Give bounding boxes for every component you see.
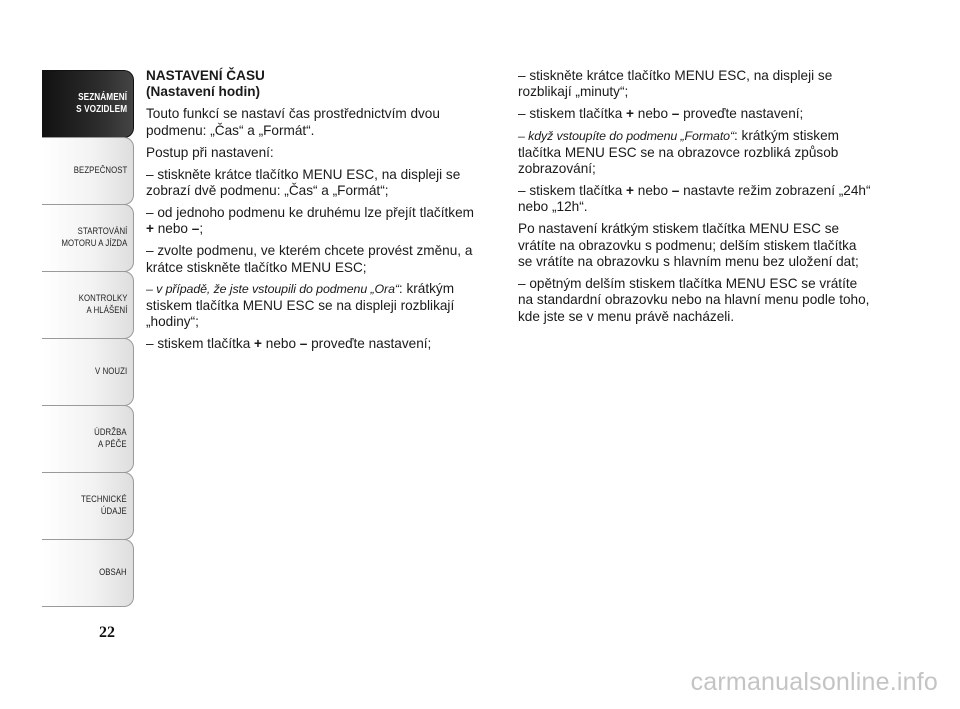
step-text: – stiskem tlačítka [518, 106, 627, 122]
step-paragraph [146, 336, 494, 352]
step-text: nebo [261, 336, 300, 352]
section-heading [146, 68, 494, 101]
step-paragraph [146, 281, 494, 330]
tab-technicke-udaje[interactable] [42, 472, 134, 540]
step-text: nebo [633, 106, 672, 122]
plus-symbol: + [626, 106, 634, 122]
step-text: nebo [633, 182, 672, 198]
tab-label: ÚDRŽBA A PÉČE [94, 427, 127, 450]
step-text: – stiskem tlačítka [518, 182, 627, 198]
tab-label: V NOUZI [94, 366, 127, 377]
watermark: carmanualsonline.info [690, 668, 938, 696]
tab-label: OBSAH [99, 567, 127, 578]
step-paragraph [518, 128, 874, 177]
tab-label: BEZPEČNOST [73, 165, 127, 176]
tab-startovani-motoru[interactable] [42, 204, 134, 272]
minus-symbol: – [671, 182, 680, 198]
tab-label: SEZNÁMENÍ S VOZIDLEM [76, 92, 127, 115]
step-text: nebo [153, 221, 192, 237]
tab-label: KONTROLKY A HLÁŠENÍ [78, 293, 127, 316]
procedure-label: Postup při nastavení: [146, 144, 274, 160]
step-text: ; [199, 221, 204, 237]
plus-symbol: + [146, 221, 154, 237]
section-subtitle: (Nastavení hodin) [146, 84, 261, 100]
minus-symbol: – [299, 336, 308, 352]
left-column [146, 68, 494, 358]
tab-label: STARTOVÁNÍ MOTORU A JÍZDA [61, 226, 127, 249]
step-text: proveďte nastavení; [679, 106, 804, 122]
tab-label: TECHNICKÉ ÚDAJE [81, 494, 127, 517]
step-paragraph [146, 205, 494, 238]
minus-symbol: – [191, 221, 200, 237]
plus-symbol: + [626, 182, 634, 198]
body-paragraph: Po nastavení krátkým stiskem tlačítka MENU ESC se vrátíte na obrazovku s podmenu; delším stiskem tlačítka se vrátíte na obrazovku s hlavním menu bez uložení dat; [518, 221, 859, 270]
step-paragraph: – zvolte podmenu, ve kterém chcete provést změnu, a krátce stiskněte tlačítko MENU ESC; [146, 243, 473, 275]
step-text: : krátkým stiskem tlačítka MENU ESC se na displeji rozblikají „hodiny“; [146, 281, 455, 330]
intro-paragraph: Touto funkcí se nastaví čas prostřednictvím dvou podmenu: „Čas“ a „Formát“. [146, 106, 440, 138]
step-paragraph [518, 106, 874, 122]
step-text: – od jednoho podmenu ke druhému lze přejít tlačítkem [146, 204, 474, 220]
step-text: nastavte režim zobrazení „24h“ nebo „12h“. [518, 182, 871, 215]
tab-seznameni-s-vozidlem[interactable] [42, 70, 134, 138]
tab-udrzba[interactable] [42, 405, 134, 473]
plus-symbol: + [254, 336, 262, 352]
step-paragraph [518, 183, 874, 216]
page-number: 22 [99, 624, 115, 641]
tab-obsah[interactable] [42, 539, 134, 607]
tab-v-nouzi[interactable] [42, 338, 134, 406]
step-text: proveďte nastavení; [307, 336, 432, 352]
tab-bezpecnost[interactable] [42, 137, 134, 205]
italic-text: – v případě, že jste vstoupili do podmenu „Ora“ [146, 282, 399, 297]
step-paragraph: – stiskněte krátce tlačítko MENU ESC, na displeji se rozblikají „minuty“; [518, 68, 833, 100]
step-text: – stiskem tlačítka [146, 336, 255, 352]
step-text: : krátkým stiskem tlačítka MENU ESC se na obrazovce rozbliká způsob zobrazování; [518, 128, 839, 177]
italic-text: – když vstoupíte do podmenu „Formato“ [518, 129, 734, 144]
right-column [518, 68, 874, 331]
chapter-tabs [42, 70, 134, 607]
tab-kontrolky[interactable] [42, 271, 134, 339]
section-title: NASTAVENÍ ČASU [146, 68, 265, 83]
minus-symbol: – [671, 106, 680, 122]
step-paragraph: – stiskněte krátce tlačítko MENU ESC, na displeji se zobrazí dvě podmenu: „Čas“ a „Formát“; [146, 166, 461, 198]
step-paragraph: – opětným delším stiskem tlačítka MENU ESC se vrátíte na standardní obrazovku nebo na hlavní menu podle toho, kde jste se v menu právě nacházeli. [518, 275, 870, 324]
